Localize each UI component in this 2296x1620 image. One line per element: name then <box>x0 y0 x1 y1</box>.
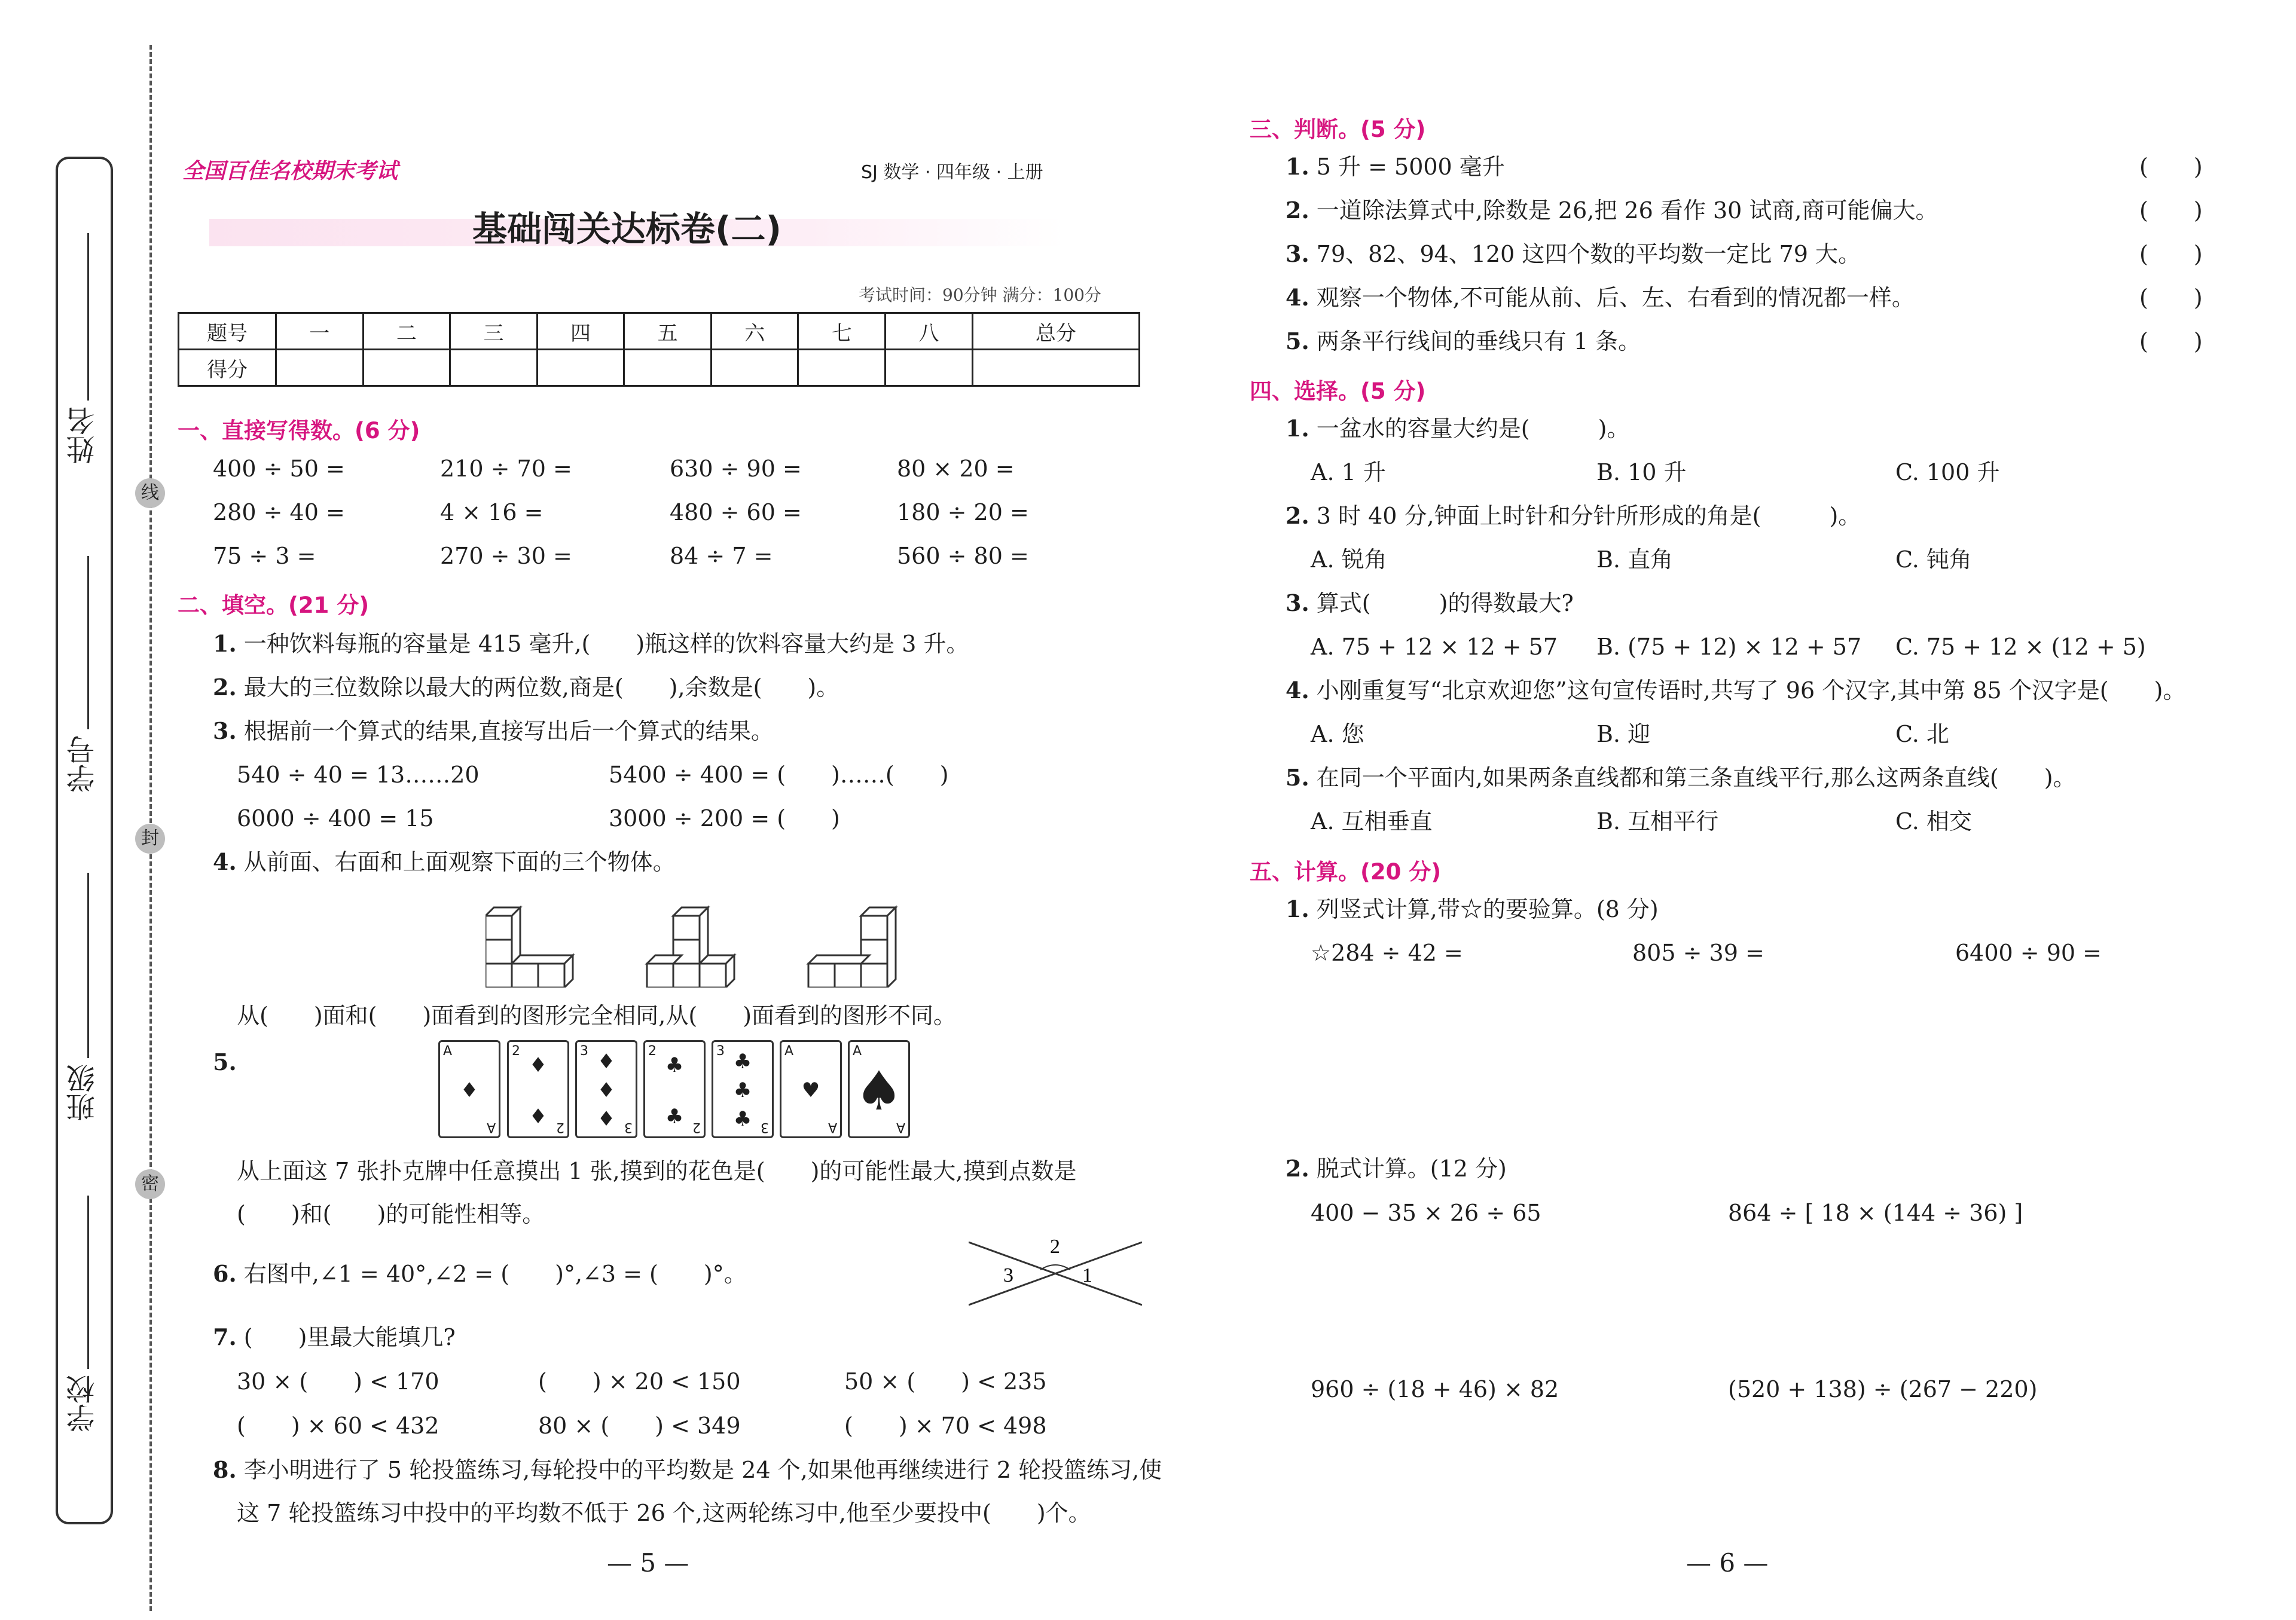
judge-item-4: 4. 观察一个物体,不可能从前、后、左、右看到的情况都一样。 <box>1286 284 1915 311</box>
col-header: 五 <box>624 313 712 350</box>
score-cell[interactable] <box>537 350 624 386</box>
score-table <box>178 312 1140 387</box>
q7-item: 50 × ( ) < 235 <box>844 1368 1047 1395</box>
choice-question-5: 5. 在同一个平面内,如果两条直线都和第三条直线平行,那么这两条直线( )。 <box>1286 764 2076 791</box>
col-header: 一 <box>276 313 364 350</box>
q7-item: ( ) × 20 < 150 <box>538 1368 741 1395</box>
school-label: 学校 <box>66 1375 100 1432</box>
choice-option[interactable]: C. 100 升 <box>1895 459 2000 485</box>
exam-info: 考试时间：90分钟 满分：100分 <box>859 285 1101 305</box>
playing-card <box>712 1040 774 1138</box>
score-cell[interactable] <box>450 350 538 386</box>
question-text: ( )里最大能填几? <box>243 1324 456 1350</box>
vertical-calc-item: 805 ÷ 39 = <box>1632 940 1764 966</box>
card-rank: 2 <box>512 1044 520 1059</box>
choice-question-3: 3. 算式( )的得数最大? <box>1286 589 1574 616</box>
seal-line: 线 <box>135 478 165 508</box>
class-label: 班级 <box>66 1064 100 1121</box>
score-cell[interactable] <box>363 350 450 386</box>
calc-item: 280 ÷ 40 = <box>213 499 345 525</box>
card-rank: A <box>784 1044 794 1059</box>
calc-item: 560 ÷ 80 = <box>897 543 1029 569</box>
student-id-label: 学号 <box>66 735 100 793</box>
card-rank: A <box>828 1120 837 1135</box>
section-4-title: 四、选择。(5 分) <box>1250 378 1426 404</box>
book-series: SJ 数学 · 四年级 · 上册 <box>861 162 1043 183</box>
col-header: 三 <box>450 313 538 350</box>
section-3-title: 三、判断。(5 分) <box>1250 117 1426 142</box>
score-cell[interactable] <box>711 350 798 386</box>
judge-item-3: 3. 79、82、94、120 这四个数的平均数一定比 79 大。 <box>1286 240 1861 267</box>
choice-question-2: 2. 3 时 40 分,钟面上时针和分针所形成的角是( )。 <box>1286 502 1861 529</box>
step-calc-item: 864 ÷ [ 18 × (144 ÷ 36) ] <box>1728 1200 2023 1226</box>
playing-card <box>848 1040 910 1138</box>
judge-bracket[interactable]: ( ) <box>2139 285 2203 311</box>
vertical-calc-item: 6400 ÷ 90 = <box>1955 940 2102 966</box>
card-rank: A <box>443 1044 453 1059</box>
step-calc-item: 400 − 35 × 26 ÷ 65 <box>1311 1200 1541 1226</box>
question-text: 一种饮料每瓶的容量是 415 毫升,( )瓶这样的饮料容量大约是 3 升。 <box>243 631 969 657</box>
cube-figures <box>486 892 1006 988</box>
calc-item: 4 × 16 = <box>440 499 544 525</box>
q4-answer: 从( )面和( )面看到的图形完全相同,从( )面看到的图形不同。 <box>237 1002 957 1029</box>
page-number-right: — 6 — <box>1686 1548 1769 1578</box>
club-icon: ♣ <box>665 1053 684 1077</box>
playing-card <box>780 1040 842 1138</box>
choice-option[interactable]: A. 互相垂直 <box>1311 808 1433 835</box>
playing-card <box>643 1040 706 1138</box>
card-rank: 3 <box>716 1044 725 1059</box>
calc-item: 180 ÷ 20 = <box>897 499 1029 525</box>
col-header: 总分 <box>972 313 1139 350</box>
calc-item: 480 ÷ 60 = <box>670 499 802 525</box>
card-rank: 2 <box>556 1120 564 1135</box>
question-3: 3. 根据前一个算式的结果,直接写出后一个算式的结果。 <box>213 717 774 744</box>
seal-secret: 密 <box>135 1169 165 1199</box>
step-calc-item: 960 ÷ (18 + 46) × 82 <box>1311 1376 1559 1402</box>
question-text: 右图中,∠1 = 40°,∠2 = ( )°,∠3 = ( )°。 <box>243 1261 747 1287</box>
section-5-title: 五、计算。(20 分) <box>1250 859 1442 885</box>
calc-part-1-title: 1. 列竖式计算,带☆的要验算。(8 分) <box>1286 895 1659 922</box>
diamond-icon: ♦ <box>597 1078 616 1102</box>
question-4: 4. 从前面、右面和上面观察下面的三个物体。 <box>213 848 676 875</box>
choice-option[interactable]: B. 互相平行 <box>1596 808 1719 835</box>
judge-item-1: 1. 5 升 = 5000 毫升 <box>1286 153 1505 180</box>
club-icon: ♣ <box>665 1105 684 1129</box>
card-rank: 3 <box>761 1120 769 1135</box>
cube-figure-3 <box>808 907 896 988</box>
judge-bracket[interactable]: ( ) <box>2139 154 2203 180</box>
choice-option[interactable]: C. 北 <box>1895 721 1949 747</box>
calc-item: 270 ÷ 30 = <box>440 543 572 569</box>
playing-card <box>438 1040 500 1138</box>
angle-label-3: 3 <box>1003 1264 1013 1286</box>
choice-question-4: 4. 小刚重复写“北京欢迎您”这句宣传语时,共写了 96 个汉字,其中第 85 个汉字是( )。 <box>1286 677 2186 704</box>
angle-label-2: 2 <box>1050 1236 1060 1258</box>
section-1-title: 一、直接写得数。(6 分) <box>178 418 420 444</box>
student-id-blank[interactable] <box>87 556 89 729</box>
diamond-icon: ♦ <box>460 1078 479 1102</box>
choice-option[interactable]: A. 锐角 <box>1311 546 1387 573</box>
choice-option[interactable]: B. 直角 <box>1596 546 1674 573</box>
choice-option[interactable]: C. 相交 <box>1895 808 1972 835</box>
card-rank: 3 <box>580 1044 588 1059</box>
judge-bracket[interactable]: ( ) <box>2139 241 2203 267</box>
choice-option[interactable]: C. 75 + 12 × (12 + 5) <box>1895 634 2146 660</box>
q8-text-line2: 这 7 轮投篮练习中投中的平均数不低于 26 个,这两轮练习中,他至少要投中( )个。 <box>237 1500 1091 1526</box>
name-blank[interactable] <box>87 233 89 401</box>
question-8: 8. 李小明进行了 5 轮投篮练习,每轮投中的平均数是 24 个,如果他再继续进行 2 轮投篮练习,使 <box>213 1456 1162 1483</box>
cube-figure-2 <box>647 907 734 988</box>
club-icon: ♣ <box>733 1107 752 1131</box>
choice-option[interactable]: A. 您 <box>1311 721 1364 747</box>
q7-item: ( ) × 70 < 498 <box>844 1413 1047 1439</box>
class-blank[interactable] <box>87 873 89 1058</box>
col-header: 七 <box>798 313 886 350</box>
question-1: 1. 一种饮料每瓶的容量是 415 毫升,( )瓶这样的饮料容量大约是 3 升。 <box>213 630 969 657</box>
q5-text-line1: 从上面这 7 张扑克牌中任意摸出 1 张,摸到的花色是( )的可能性最大,摸到点数是 <box>237 1158 1077 1184</box>
card-rank: 2 <box>648 1044 657 1059</box>
question-2: 2. 最大的三位数除以最大的两位数,商是( ),余数是( )。 <box>213 674 839 701</box>
diamond-icon: ♦ <box>529 1053 548 1077</box>
name-label: 姓名 <box>66 406 100 464</box>
score-cell[interactable] <box>798 350 886 386</box>
step-calc-item: (520 + 138) ÷ (267 − 220) <box>1728 1376 2038 1402</box>
calc-item: 80 × 20 = <box>897 456 1015 482</box>
card-rank: 2 <box>692 1120 701 1135</box>
club-icon: ♣ <box>733 1050 752 1074</box>
calc-item: 400 ÷ 50 = <box>213 456 345 482</box>
row-label: 得分 <box>179 350 276 386</box>
choice-option[interactable]: A. 75 + 12 × 12 + 57 <box>1311 634 1558 660</box>
cube-figure-1 <box>486 907 573 988</box>
binding-strip <box>56 157 113 1524</box>
judge-bracket[interactable]: ( ) <box>2139 328 2203 354</box>
question-5-number: 5. <box>213 1049 237 1075</box>
col-header: 八 <box>886 313 973 350</box>
calc-item: 210 ÷ 70 = <box>440 456 572 482</box>
heart-icon: ♥ <box>801 1078 820 1102</box>
card-rank: A <box>486 1120 496 1135</box>
seal-seal: 封 <box>135 824 165 854</box>
angle-label-1: 1 <box>1082 1264 1092 1286</box>
playing-card <box>507 1040 569 1138</box>
diamond-icon: ♦ <box>529 1105 548 1129</box>
brand-title: 全国百佳名校期末考试 <box>182 158 398 184</box>
row-label: 题号 <box>179 313 276 350</box>
q7-item: ( ) × 60 < 432 <box>237 1413 439 1439</box>
playing-card <box>575 1040 637 1138</box>
question-text: 李小明进行了 5 轮投篮练习,每轮投中的平均数是 24 个,如果他再继续进行 2 轮投篮练习,使 <box>243 1457 1162 1483</box>
page-number-left: — 5 — <box>607 1548 689 1578</box>
club-icon: ♣ <box>733 1078 752 1102</box>
question-text: 根据前一个算式的结果,直接写出后一个算式的结果。 <box>243 718 774 744</box>
q7-item: 80 × ( ) < 349 <box>538 1413 741 1439</box>
vertical-calc-item: ☆284 ÷ 42 = <box>1311 940 1463 966</box>
col-header: 二 <box>363 313 450 350</box>
judge-item-5: 5. 两条平行线间的垂线只有 1 条。 <box>1286 328 1641 354</box>
page-title: 基础闯关达标卷(二) <box>472 209 782 249</box>
q3-item: 3000 ÷ 200 = ( ) <box>609 805 840 832</box>
spade-icon: ♠ <box>854 1060 903 1123</box>
calc-item: 84 ÷ 7 = <box>670 543 773 569</box>
q7-item: 30 × ( ) < 170 <box>237 1368 439 1395</box>
choice-option[interactable]: B. 10 升 <box>1596 459 1687 485</box>
question-text: 最大的三位数除以最大的两位数,商是( ),余数是( )。 <box>243 674 839 701</box>
score-table-row-number <box>179 313 1140 350</box>
question-6: 6. 右图中,∠1 = 40°,∠2 = ( )°,∠3 = ( )°。 <box>213 1260 747 1287</box>
score-cell[interactable] <box>886 350 973 386</box>
calc-part-2-title: 2. 脱式计算。(12 分) <box>1286 1155 1507 1182</box>
question-7: 7. ( )里最大能填几? <box>213 1323 456 1350</box>
score-table-row-score <box>179 350 1140 386</box>
choice-option[interactable]: A. 1 升 <box>1311 459 1386 485</box>
score-cell[interactable] <box>972 350 1139 386</box>
choice-option[interactable]: B. 迎 <box>1596 721 1651 747</box>
card-rank: A <box>853 1044 862 1059</box>
col-header: 四 <box>537 313 624 350</box>
choice-option[interactable]: C. 钝角 <box>1895 546 1972 573</box>
col-header: 六 <box>711 313 798 350</box>
judge-item-2: 2. 一道除法算式中,除数是 26,把 26 看作 30 试商,商可能偏大。 <box>1286 197 1938 224</box>
judge-bracket[interactable]: ( ) <box>2139 197 2203 224</box>
card-rank: 3 <box>624 1120 633 1135</box>
diamond-icon: ♦ <box>597 1050 616 1074</box>
q3-item: 540 ÷ 40 = 13……20 <box>237 762 480 788</box>
choice-question-1: 1. 一盆水的容量大约是( )。 <box>1286 415 1630 442</box>
q3-item: 5400 ÷ 400 = ( )……( ) <box>609 762 949 788</box>
q3-item: 6000 ÷ 400 = 15 <box>237 805 434 832</box>
angle-figure <box>969 1236 1142 1308</box>
score-cell[interactable] <box>624 350 712 386</box>
school-blank[interactable] <box>87 1196 89 1369</box>
card-rank: A <box>896 1120 905 1135</box>
q5-text-line2: ( )和( )的可能性相等。 <box>237 1201 545 1227</box>
calc-item: 75 ÷ 3 = <box>213 543 316 569</box>
score-cell[interactable] <box>276 350 364 386</box>
question-text: 从前面、右面和上面观察下面的三个物体。 <box>243 849 676 875</box>
diamond-icon: ♦ <box>597 1107 616 1131</box>
calc-item: 630 ÷ 90 = <box>670 456 802 482</box>
section-2-title: 二、填空。(21 分) <box>178 592 370 618</box>
choice-option[interactable]: B. (75 + 12) × 12 + 57 <box>1596 634 1862 660</box>
